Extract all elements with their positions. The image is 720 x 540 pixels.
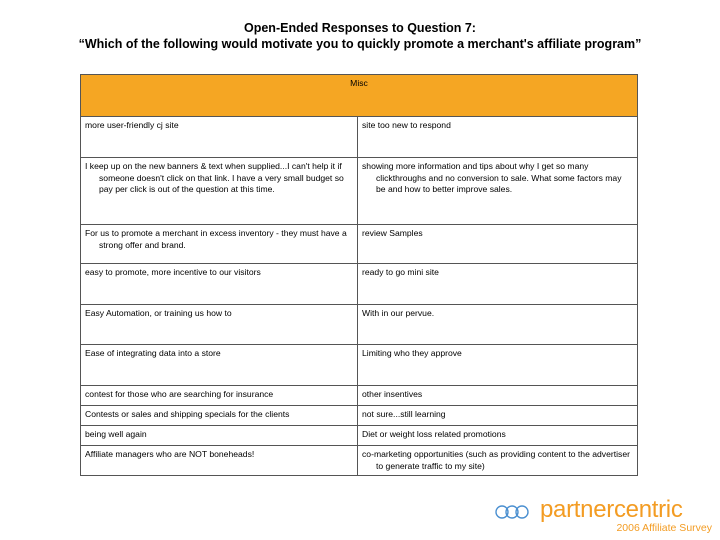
table-header-misc: Misc [81,75,638,117]
page-title [0,20,720,52]
response-cell: Easy Automation, or training us how to [85,308,232,318]
response-cell: Affiliate managers who are NOT boneheads! [85,449,255,459]
logo-wordmark [540,496,683,524]
table-row [81,225,638,264]
response-cell: easy to promote, more incentive to our visitors [85,267,261,277]
response-cell: For us to promote a merchant in excess inventory - they must have a strong offer and brand. [85,228,347,250]
table-row [81,345,638,386]
response-cell: Limiting who they approve [362,348,462,358]
response-cell: site too new to respond [362,120,451,130]
responses-table [80,74,638,476]
table-row [81,117,638,158]
response-cell: co-marketing opportunities (such as providing content to the advertiser to generate traffic to my site) [362,449,630,471]
logo-word-part1: partner [540,496,614,523]
partnercentric-logo [494,496,718,540]
response-cell: contest for those who are searching for insurance [85,389,274,399]
response-cell: Diet or weight loss related promotions [362,429,506,439]
title-line-2: “Which of the following would motivate you to quickly promote a merchant's affiliate program” [78,37,642,51]
logo-circles-icon [494,502,536,522]
table-header-row [81,75,638,117]
table-row [81,158,638,225]
response-cell: being well again [85,429,147,439]
table-row [81,386,638,406]
logo-word-part2: centric [613,496,683,523]
response-cell: not sure...still learning [362,409,446,419]
response-cell: showing more information and tips about why I get so many clickthroughs and no conversion to sale. What some factors may be and how to better improve sales. [362,161,622,195]
table-row [81,426,638,446]
response-cell: Ease of integrating data into a store [85,348,221,358]
table-row [81,446,638,476]
response-cell: With in our pervue. [362,308,435,318]
title-line-1: Open-Ended Responses to Question 7: [244,21,476,35]
logo-subtitle: 2006 Affiliate Survey [616,522,712,534]
response-cell: other insentives [362,389,423,399]
table-row [81,264,638,305]
response-cell: review Samples [362,228,423,238]
response-cell: Contests or sales and shipping specials for the clients [85,409,290,419]
response-cell: ready to go mini site [362,267,439,277]
response-cell: I keep up on the new banners & text when supplied...I can't help it if someone doesn't click on that link. I have a very small budget so pay per click is out of the question at this time. [85,161,344,195]
response-cell: more user-friendly cj site [85,120,179,130]
table-row [81,305,638,345]
table-row [81,406,638,426]
